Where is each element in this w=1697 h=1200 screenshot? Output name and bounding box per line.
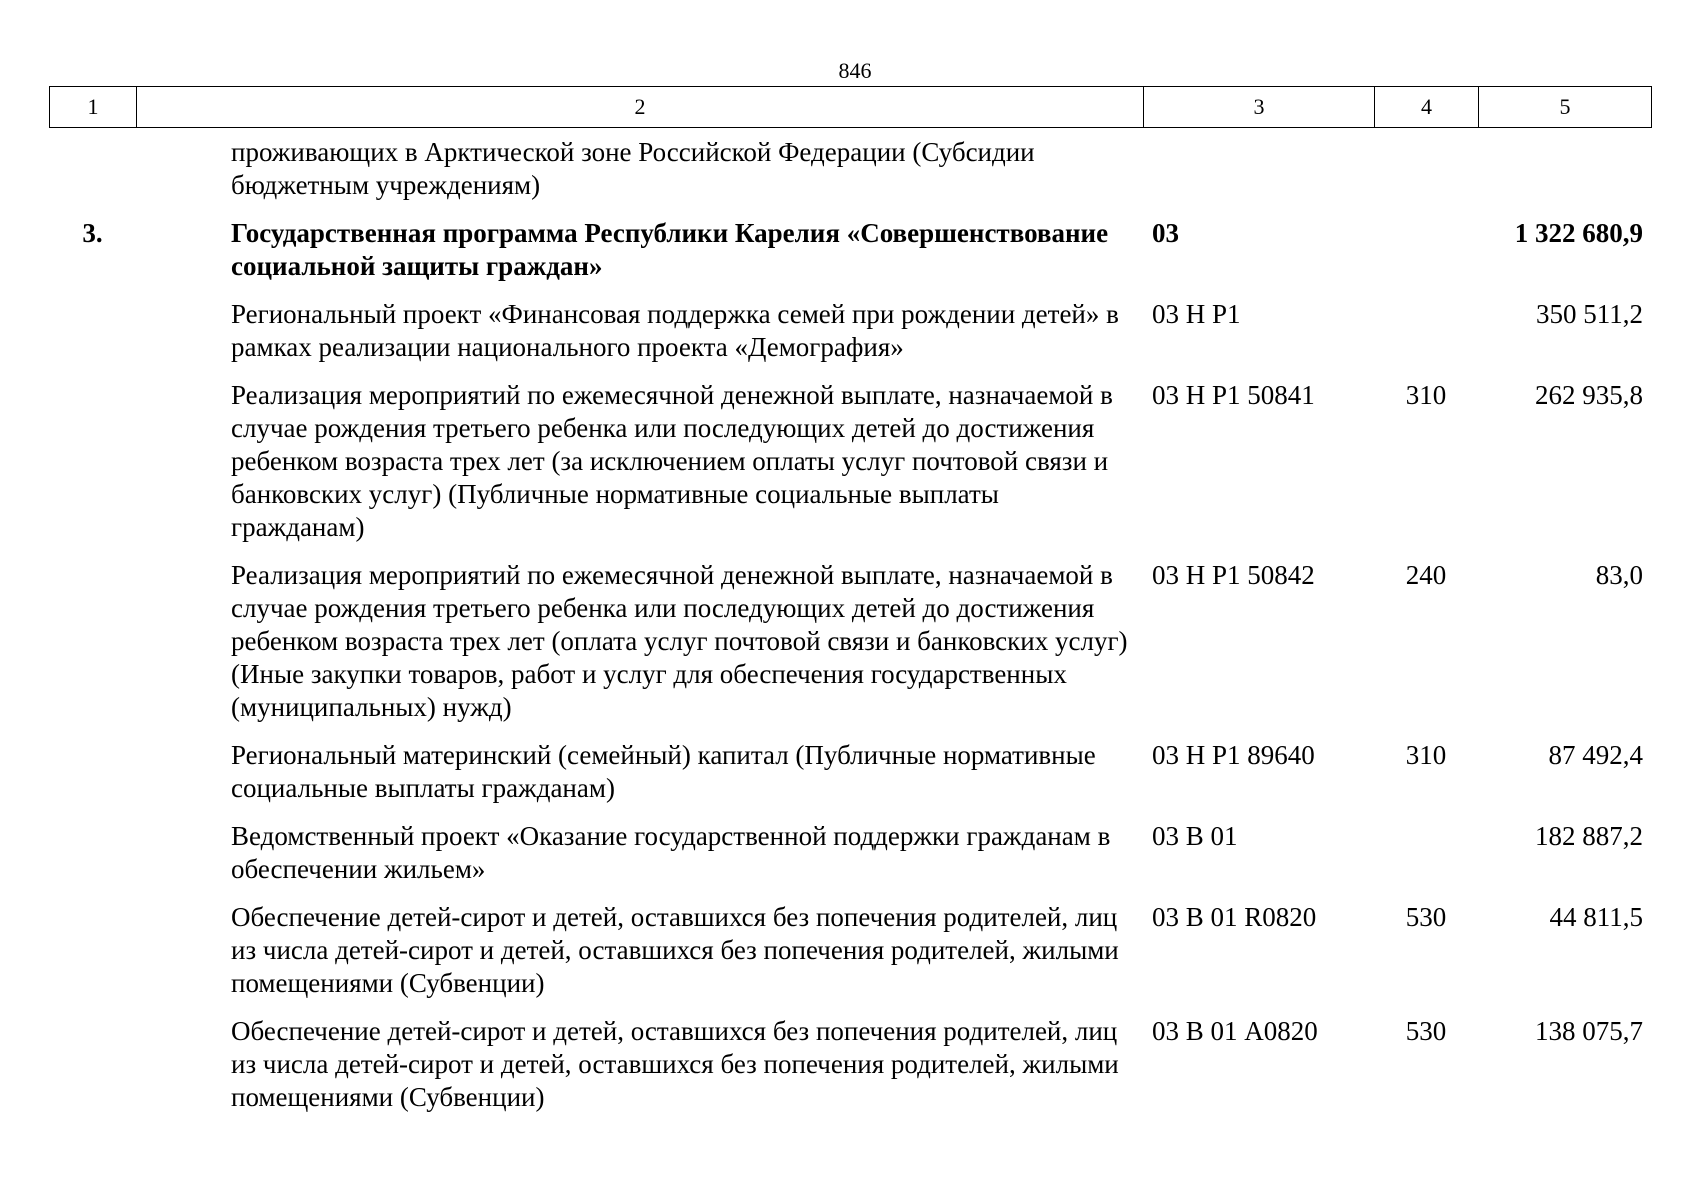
row-expense-type <box>1374 820 1478 901</box>
row-description: Государственная программа Республики Карелия «Совершенствование социальной защиты граждан» <box>231 218 1109 281</box>
row-amount: 44 811,5 <box>1549 902 1643 932</box>
budget-table <box>49 136 1651 1129</box>
table-row <box>49 820 1651 901</box>
table-row <box>49 217 1651 298</box>
table-row <box>49 298 1651 379</box>
row-expense-type <box>1374 136 1478 217</box>
row-amount: 138 075,7 <box>1535 1016 1643 1046</box>
row-description: проживающих в Арктической зоне Российской Федерации (Субсидии бюджетным учреждениям) <box>231 137 1035 200</box>
row-amount: 350 511,2 <box>1536 299 1643 329</box>
column-header-row <box>50 87 1652 128</box>
table-row <box>49 559 1651 739</box>
row-number <box>49 136 136 217</box>
row-description: Обеспечение детей-сирот и детей, оставшихся без попечения родителей, лиц из числа детей-сирот и детей, оставшихся без попечения родителей, жилыми помещениями (Субвенции) <box>231 1016 1119 1112</box>
table-row <box>49 901 1651 1015</box>
table-row <box>49 739 1651 820</box>
row-target-code: 03 В 01 А0820 <box>1152 1016 1318 1046</box>
table-row <box>49 1015 1651 1129</box>
row-expense-type: 310 <box>1405 380 1447 410</box>
row-amount: 262 935,8 <box>1535 380 1643 410</box>
row-expense-type <box>1374 217 1478 298</box>
row-amount: 87 492,4 <box>1548 740 1643 770</box>
row-expense-type: 530 <box>1405 1016 1447 1046</box>
row-description: Ведомственный проект «Оказание государственной поддержки гражданам в обеспечении жильем» <box>231 821 1111 884</box>
row-amount: 1 322 680,9 <box>1514 218 1643 248</box>
row-description: Региональный материнский (семейный) капитал (Публичные нормативные социальные выплаты гражданам) <box>231 740 1096 803</box>
column-header-2: 2 <box>137 87 1144 128</box>
column-header-4: 4 <box>1375 87 1479 128</box>
row-target-code: 03 Н Р1 89640 <box>1152 740 1315 770</box>
column-header-1: 1 <box>50 87 137 128</box>
row-amount <box>1478 136 1651 217</box>
row-target-code: 03 В 01 R0820 <box>1152 902 1317 932</box>
table-row <box>49 136 1651 217</box>
row-target-code: 03 Н Р1 50841 <box>1152 380 1315 410</box>
column-header-5: 5 <box>1479 87 1652 128</box>
row-target-code: 03 В 01 <box>1152 821 1238 851</box>
row-description: Региональный проект «Финансовая поддержка семей при рождении детей» в рамках реализации национального проекта «Демография» <box>231 299 1119 362</box>
row-amount: 182 887,2 <box>1535 821 1643 851</box>
row-target-code <box>1143 136 1374 217</box>
row-amount: 83,0 <box>1595 560 1643 590</box>
row-expense-type: 240 <box>1405 560 1447 590</box>
row-number <box>49 559 136 739</box>
row-number <box>49 739 136 820</box>
row-number <box>49 298 136 379</box>
row-target-code: 03 Н Р1 <box>1152 299 1241 329</box>
row-target-code: 03 Н Р1 50842 <box>1152 560 1315 590</box>
budget-table-body <box>49 136 1651 1129</box>
row-number: 3. <box>82 218 103 248</box>
row-number <box>49 379 136 559</box>
row-expense-type <box>1374 298 1478 379</box>
page-number: 846 <box>838 58 872 83</box>
column-header-3: 3 <box>1144 87 1375 128</box>
row-number <box>49 1015 136 1129</box>
row-target-code: 03 <box>1152 218 1179 248</box>
row-description: Обеспечение детей-сирот и детей, оставшихся без попечения родителей, лиц из числа детей-сирот и детей, оставшихся без попечения родителей, жилыми помещениями (Субвенции) <box>231 902 1119 998</box>
row-number <box>49 820 136 901</box>
table-row <box>49 379 1651 559</box>
row-description: Реализация мероприятий по ежемесячной денежной выплате, назначаемой в случае рождения третьего ребенка или последующих детей до достижения ребенком возраста трех лет (оплата услуг почтовой связи и банковских услуг) (Иные закупки товаров, работ и услуг для обеспечения государственных (муниципальных) нужд) <box>231 560 1128 722</box>
row-number <box>49 901 136 1015</box>
row-description: Реализация мероприятий по ежемесячной денежной выплате, назначаемой в случае рождения третьего ребенка или последующих детей до достижения ребенком возраста трех лет (за исключением оплаты услуг почтовой связи и банковских услуг) (Публичные нормативные социальные выплаты гражданам) <box>231 380 1113 542</box>
row-expense-type: 530 <box>1405 902 1447 932</box>
column-header-table <box>49 86 1652 128</box>
row-expense-type: 310 <box>1405 740 1447 770</box>
